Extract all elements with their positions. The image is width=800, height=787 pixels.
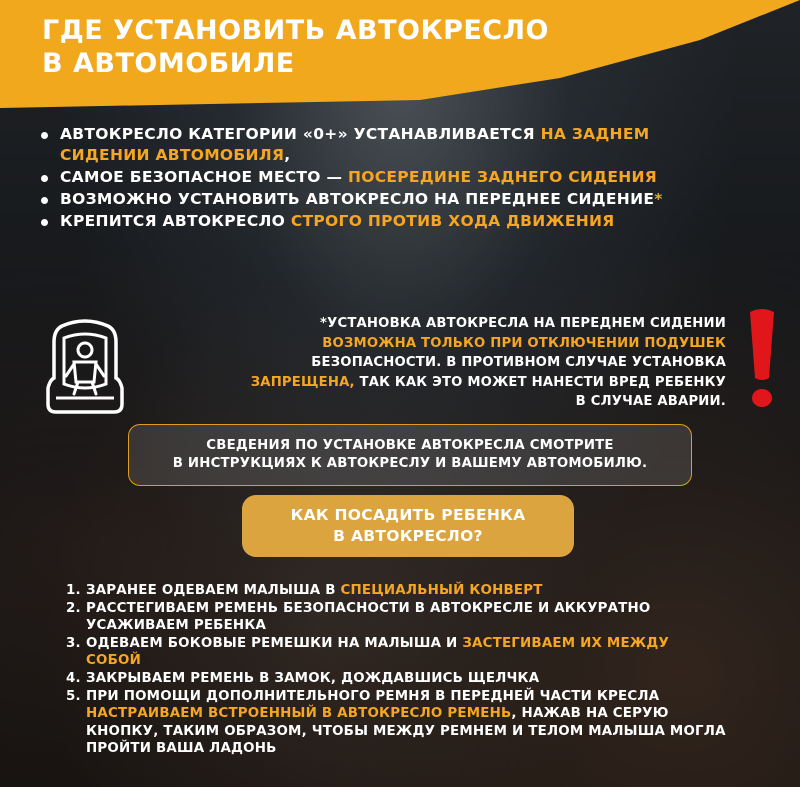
- step-item: 1. ЗАРАНЕЕ ОДЕВАЕМ МАЛЫША В СПЕЦИАЛЬНЫЙ КОНВЕРТ: [66, 583, 543, 598]
- title-line-1: ГДЕ УСТАНОВИТЬ АВТОКРЕСЛО: [42, 15, 550, 46]
- bullet-dot: [41, 219, 48, 226]
- bullet-item: САМОЕ БЕЗОПАСНОЕ МЕСТО — ПОСЕРЕДИНЕ ЗАДНЕГО СИДЕНИЯ: [38, 167, 738, 188]
- car-seat-icon: [38, 318, 132, 418]
- bullet-item: ВОЗМОЖНО УСТАНОВИТЬ АВТОКРЕСЛО НА ПЕРЕДНЕЕ СИДЕНИЕ*: [38, 189, 738, 210]
- step-item: 2. РАССТЕГИВАЕМ РЕМЕНЬ БЕЗОПАСНОСТИ В АВТОКРЕСЛЕ И АККУРАТНО УСАЖИВАЕМ РЕБЕНКА: [66, 600, 651, 634]
- step-item: 3. ОДЕВАЕМ БОКОВЫЕ РЕМЕШКИ НА МАЛЫША И ЗАСТЕГИВАЕМ ИХ МЕЖДУ СОБОЙ: [66, 635, 670, 669]
- bullet-dot: [41, 175, 48, 182]
- bullet-item: АВТОКРЕСЛО КАТЕГОРИИ «0+» УСТАНАВЛИВАЕТСЯ НА ЗАДНЕМ СИДЕНИИ АВТОМОБИЛЯ,: [38, 124, 738, 166]
- how-to-seat-child-banner: КАК ПОСАДИТЬ РЕБЕНКА В АВТОКРЕСЛО?: [242, 495, 574, 557]
- instructions-info-box: СВЕДЕНИЯ ПО УСТАНОВКЕ АВТОКРЕСЛА СМОТРИТЕ В ИНСТРУКЦИЯХ К АВТОКРЕСЛУ И ВАШЕМУ АВТОМОБИЛЮ.: [128, 424, 692, 486]
- title-line-2: В АВТОМОБИЛЕ: [42, 48, 295, 79]
- placement-bullet-list: [38, 124, 738, 233]
- seating-steps-list: [66, 582, 726, 758]
- step-item: 5. ПРИ ПОМОЩИ ДОПОЛНИТЕЛЬНОГО РЕМНЯ В ПЕРЕДНЕЙ ЧАСТИ КРЕСЛА НАСТРАИВАЕМ ВСТРОЕННЫЙ В АВТОКРЕСЛО РЕМЕНЬ, НАЖАВ НА СЕРУЮ КНОПКУ, ТАКИМ ОБРАЗОМ, ЧТОБЫ МЕЖДУ РЕМНЕМ И ТЕЛОМ МАЛЫША МОГЛА ПРОЙТИ ВАША ЛАДОНЬ: [66, 688, 726, 757]
- bullet-dot: [41, 197, 48, 204]
- exclamation-icon: [742, 306, 782, 410]
- bullet-item: КРЕПИТСЯ АВТОКРЕСЛО СТРОГО ПРОТИВ ХОДА ДВИЖЕНИЯ: [38, 211, 738, 232]
- step-item: 4. ЗАКРЫВАЕМ РЕМЕНЬ В ЗАМОК, ДОЖДАВШИСЬ ЩЕЛЧКА: [66, 670, 540, 686]
- front-seat-warning-note: *УСТАНОВКА АВТОКРЕСЛА НА ПЕРЕДНЕМ СИДЕНИИ ВОЗМОЖНА ТОЛЬКО ПРИ ОТКЛЮЧЕНИИ ПОДУШЕК БЕЗОПАСНОСТИ. В ПРОТИВНОМ СЛУЧАЕ УСТАНОВКА ЗАПРЕЩЕНА, ТАК КАК ЭТО МОЖЕТ НАНЕСТИ ВРЕД РЕБЕНКУ В СЛУЧАЕ АВАРИИ.: [250, 316, 726, 409]
- bullet-dot: [41, 132, 48, 139]
- page-title: [42, 14, 602, 80]
